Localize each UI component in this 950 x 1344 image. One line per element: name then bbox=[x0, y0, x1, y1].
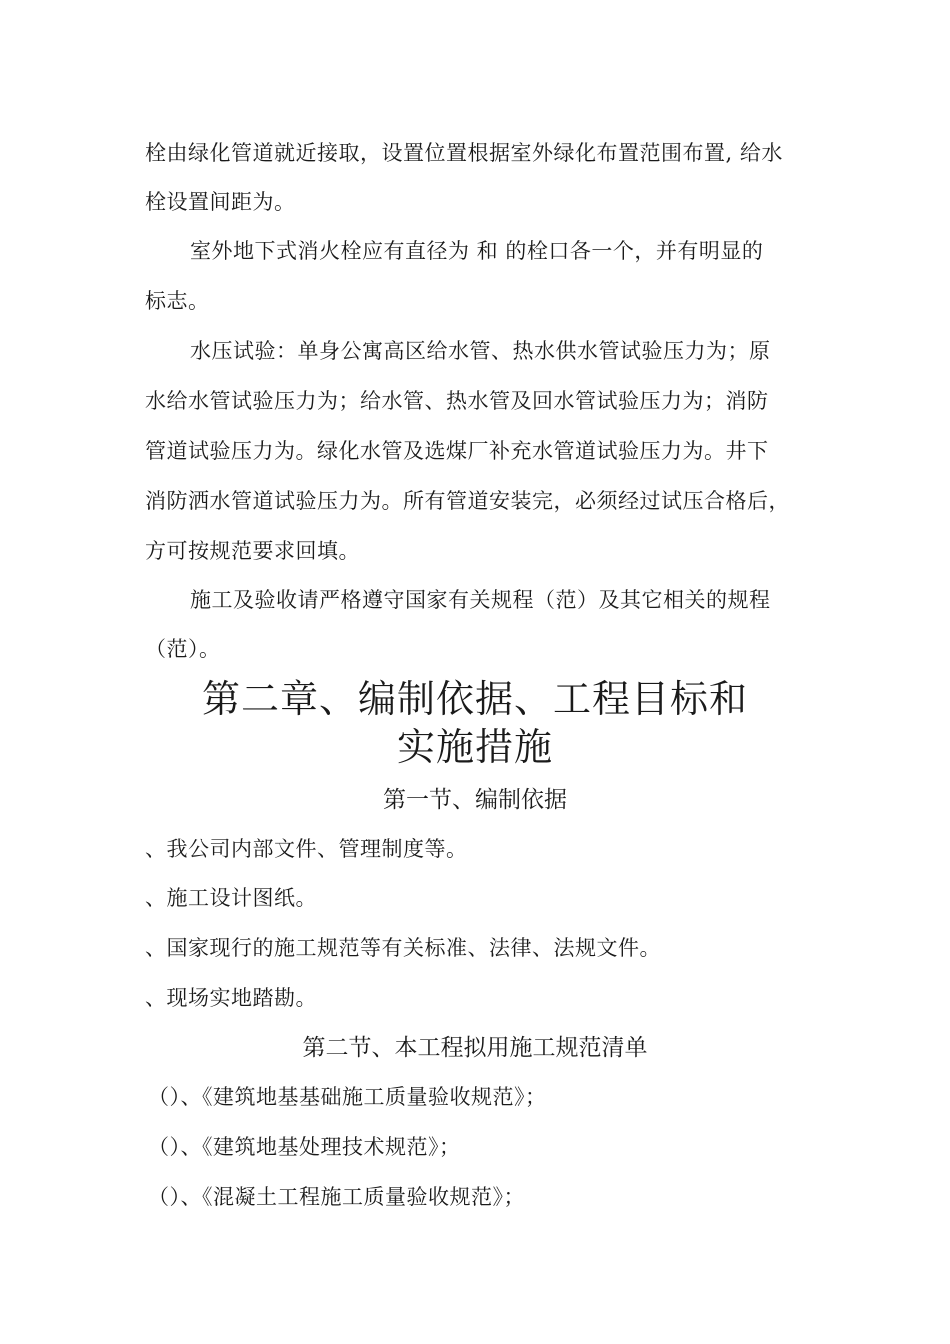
paragraph-line: （范）。 bbox=[145, 637, 221, 661]
section-heading: 第二节、本工程拟用施工规范清单 bbox=[302, 1035, 648, 1061]
paragraph-line: 栓设置间距为。 bbox=[145, 190, 296, 214]
list-item: 、国家现行的施工规范等有关标准、法律、法规文件。 bbox=[145, 936, 661, 960]
list-item: （）、《建筑地基处理技术规范》； bbox=[148, 1135, 461, 1159]
paragraph-line: 施工及验收请严格遵守国家有关规程（范）及其它相关的规程 bbox=[190, 588, 771, 612]
paragraph-line: 标志。 bbox=[145, 289, 210, 313]
paragraph-line: 水给水管试验压力为；给水管、热水管及回水管试验压力为；消防 bbox=[145, 389, 769, 413]
paragraph-line: 栓由绿化管道就近接取，设置位置根据室外绿化布置范围布置, 给水 bbox=[145, 141, 783, 165]
paragraph-line: 水压试验：单身公寓高区给水管、热水供水管试验压力为；原 bbox=[190, 339, 771, 363]
list-item: 、我公司内部文件、管理制度等。 bbox=[145, 837, 468, 861]
chapter-title-line1: 第二章、编制依据、工程目标和 bbox=[201, 677, 748, 721]
list-item: （）、《建筑地基基础施工质量验收规范》； bbox=[148, 1085, 547, 1109]
paragraph-line: 方可按规范要求回填。 bbox=[145, 539, 360, 563]
section-heading: 第一节、编制依据 bbox=[383, 787, 567, 813]
list-item: 、施工设计图纸。 bbox=[145, 886, 317, 910]
paragraph-line: 消防洒水管道试验压力为。所有管道安装完，必须经过试压合格后， bbox=[145, 489, 790, 513]
paragraph-line: 管道试验压力为。绿化水管及选煤厂补充水管道试验压力为。井下 bbox=[145, 439, 769, 463]
chapter-title-line2: 实施措施 bbox=[396, 725, 553, 769]
paragraph-line: 室外地下式消火栓应有直径为 和 的栓口各一个，并有明显的 bbox=[190, 239, 764, 263]
list-item: 、现场实地踏勘。 bbox=[145, 986, 317, 1010]
list-item: （）、《混凝土工程施工质量验收规范》； bbox=[148, 1185, 525, 1209]
